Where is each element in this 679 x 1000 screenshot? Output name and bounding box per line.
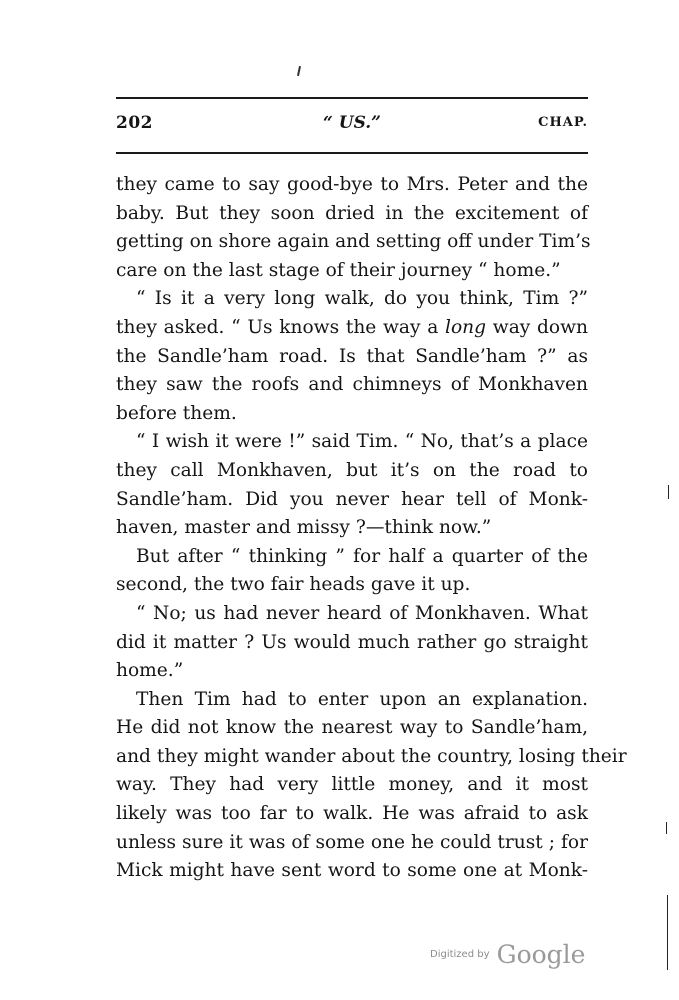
text-line [116, 514, 588, 543]
running-title: “ US.” [323, 113, 381, 133]
text-run: and they might wander about the country, losing their [116, 745, 627, 767]
text-line [116, 857, 588, 886]
text-line [116, 171, 588, 200]
text-line [116, 600, 588, 629]
text-run: unless sure it was of some one he could trust ; for [116, 831, 588, 853]
digitization-watermark [430, 940, 585, 969]
text-line [116, 543, 588, 572]
text-line [116, 829, 588, 858]
text-run: Mick might have sent word to some one at Monk- [116, 860, 588, 882]
text-line [116, 657, 588, 686]
text-line [116, 743, 627, 772]
text-line [116, 686, 588, 715]
italic-text: long [445, 316, 487, 338]
text-run: before them. [116, 402, 237, 424]
scan-edge-mark [666, 822, 667, 834]
header-bottom-rule [116, 152, 588, 154]
scan-edge-mark [668, 485, 669, 499]
text-run: way. They had very little money, and it most [116, 774, 588, 796]
text-line [116, 343, 588, 372]
text-run: But after “ thinking ” for half a quarter of the [136, 545, 588, 567]
text-run: second, the two fair heads gave it up. [116, 574, 471, 596]
text-run: baby. But they soon dried in the excitement of [116, 202, 588, 224]
text-line [116, 200, 588, 229]
scan-edge-mark [667, 895, 668, 970]
text-run: haven, master and missy ?—think now.” [116, 517, 492, 539]
text-run: did it matter ? Us would much rather go straight [116, 631, 588, 653]
chapter-label: CHAP. [538, 115, 588, 130]
text-line [116, 629, 588, 658]
body-text [116, 171, 627, 886]
text-line [116, 800, 588, 829]
text-run: “ Is it a very long walk, do you think, Tim ?” [136, 288, 588, 310]
text-run: they asked. “ Us knows the way a [116, 316, 446, 338]
page-number: 202 [116, 113, 153, 133]
text-run: home.” [116, 660, 184, 682]
text-line [116, 486, 588, 515]
text-line [116, 371, 588, 400]
text-line [116, 400, 588, 429]
text-run: way down [486, 316, 588, 338]
text-run: Sandle’ham. Did you never hear tell of Monk- [116, 488, 588, 510]
running-header [116, 113, 588, 139]
header-top-rule [116, 97, 588, 99]
google-logo: Google [496, 940, 586, 969]
text-run: they call Monkhaven, but it’s on the road to [116, 459, 588, 481]
digitized-by-label: Digitized by [430, 949, 490, 960]
text-line [116, 428, 588, 457]
text-line [116, 771, 588, 800]
text-run: the Sandle’ham road. Is that Sandle’ham ?” as [116, 345, 588, 367]
text-line [116, 314, 588, 343]
text-run: He did not know the nearest way to Sandle’ham, [116, 717, 588, 739]
text-run: Then Tim had to enter upon an explanation. [136, 688, 588, 710]
text-line [116, 571, 588, 600]
text-run: they saw the roofs and chimneys of Monkhaven [116, 374, 588, 396]
text-line [116, 457, 588, 486]
stray-ink-mark [297, 66, 301, 76]
text-line [116, 285, 588, 314]
text-line [116, 257, 588, 286]
text-line [116, 228, 591, 257]
text-run: getting on shore again and setting off under Tim’s [116, 231, 591, 253]
text-run: likely was too far to walk. He was afraid to ask [116, 803, 588, 825]
text-run: “ I wish it were !” said Tim. “ No, that’s a place [136, 431, 588, 453]
text-run: they came to say good-bye to Mrs. Peter and the [116, 174, 588, 195]
text-run: care on the last stage of their journey “ home.” [116, 259, 561, 281]
text-line [116, 714, 588, 743]
text-run: “ No; us had never heard of Monkhaven. What [136, 602, 588, 624]
